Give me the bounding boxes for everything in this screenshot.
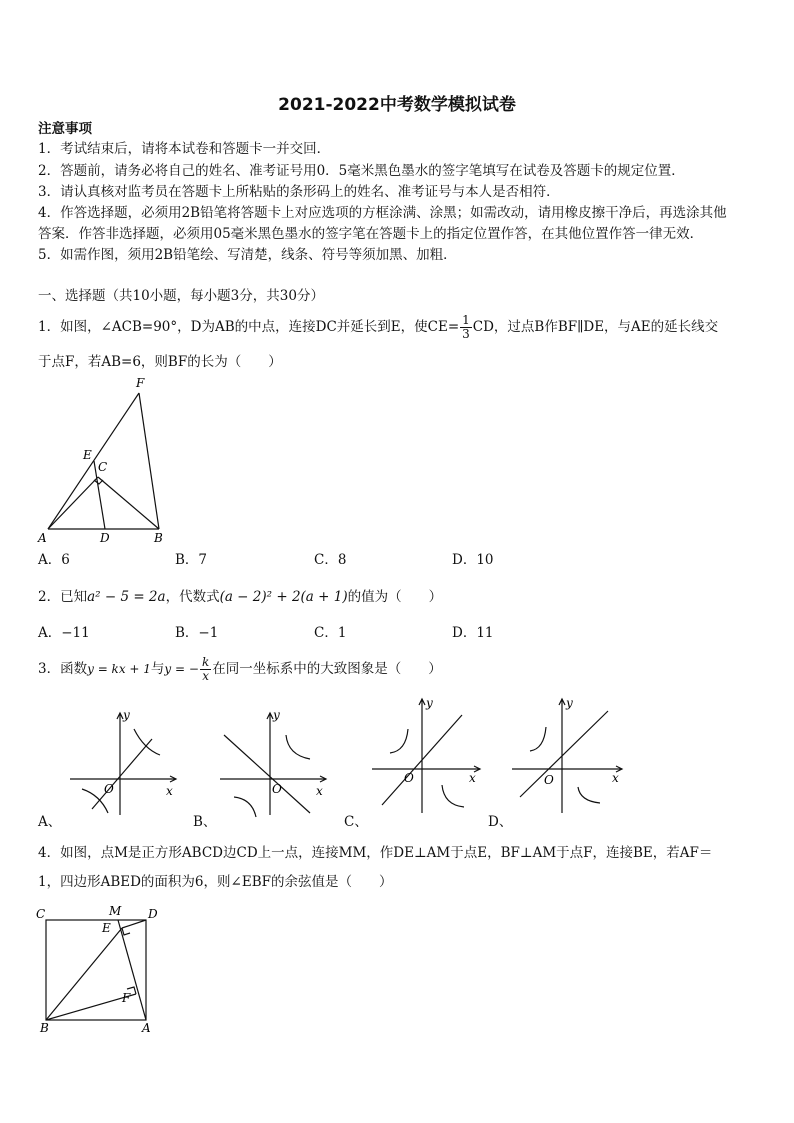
line-de xyxy=(122,920,146,928)
axis-y: y xyxy=(123,708,130,722)
right-angle-mark xyxy=(94,480,103,484)
q1-option-c[interactable]: C．8 xyxy=(314,552,347,568)
label-c: C xyxy=(98,460,108,474)
q1-option-d[interactable]: D．10 xyxy=(452,552,494,568)
label-e: E xyxy=(83,448,92,462)
q3-graph-c[interactable] xyxy=(368,693,488,818)
q3-fraction xyxy=(200,656,211,683)
q1-figure xyxy=(36,374,176,546)
q3-frac-num: k xyxy=(201,655,210,669)
q3-graph-a[interactable] xyxy=(64,705,184,820)
q2-mid: ，代数式 xyxy=(165,589,220,605)
axis-y: y xyxy=(426,696,433,710)
q1-stem-line1 xyxy=(38,314,718,341)
section-heading: 一、选择题（共10小题，每小题3分，共30分） xyxy=(38,288,324,304)
axis-y: y xyxy=(566,696,573,710)
label-m: M xyxy=(109,904,122,918)
q2-stem xyxy=(38,587,442,607)
label-f: F xyxy=(136,376,145,390)
q1-option-b[interactable]: B．7 xyxy=(175,552,208,568)
q1-text-b: CD，过点B作BF∥DE，与AE的延长线交 xyxy=(472,319,719,335)
q2-prefix: 2．已知 xyxy=(38,589,88,605)
note-item: 3．请认真核对监考员在答题卡上所粘贴的条形码上的姓名、准考证号与本人是否相符． xyxy=(38,184,560,200)
line-ac xyxy=(48,477,98,529)
axis-x: x xyxy=(166,784,173,798)
origin-label: O xyxy=(544,773,554,787)
right-angle-e xyxy=(122,928,130,935)
label-b: B xyxy=(154,531,163,545)
label-f: F xyxy=(122,991,131,1005)
q2-option-d[interactable]: D．11 xyxy=(452,625,494,641)
axis-x: x xyxy=(469,771,476,785)
origin-label: O xyxy=(104,782,114,796)
q2-suffix: 的值为（ ） xyxy=(347,589,443,605)
q1-frac-num: 1 xyxy=(462,313,470,327)
q3-option-c[interactable]: C、 xyxy=(344,814,368,830)
q1-stem-line2: 于点F，若AB=6，则BF的长为（ ） xyxy=(38,354,282,370)
q3-option-b[interactable]: B、 xyxy=(193,814,217,830)
q3-mid: 与 xyxy=(150,661,165,677)
note-item: 2．答题前，请务必将自己的姓名、准考证号用0．5毫米黑色墨水的签字笔填写在试卷及答题卡的规定位置． xyxy=(38,163,685,179)
note-item: 4．作答选择题，必须用2B铅笔将答题卡上对应选项的方框涂满、涂黑；如需改动，请用橡皮擦干净后，再选涂其他 xyxy=(38,205,727,221)
q2-option-a[interactable]: A．−11 xyxy=(38,625,90,641)
q3-function-1: y = kx + 1 xyxy=(87,662,151,676)
axis-x: x xyxy=(612,771,619,785)
label-d: D xyxy=(100,531,110,545)
q3-suffix: 在同一坐标系中的大致图象是（ ） xyxy=(212,661,442,677)
label-e: E xyxy=(102,921,111,935)
note-item: 5．如需作图，须用2B铅笔绘、写清楚，线条、符号等须加黑、加粗． xyxy=(38,247,457,263)
q3-graph-d[interactable] xyxy=(508,693,628,818)
page-title: 2021-2022中考数学模拟试卷 xyxy=(278,95,516,115)
origin-label: O xyxy=(404,771,414,785)
label-b: B xyxy=(40,1021,49,1035)
q3-function-2: y = − xyxy=(164,662,199,676)
line-fb xyxy=(139,393,159,529)
q4-figure xyxy=(30,900,170,1036)
origin-label: O xyxy=(272,782,282,796)
q3-prefix: 3．函数 xyxy=(38,661,88,677)
line-af xyxy=(48,393,139,529)
q4-stem-line2: 1，四边形ABED的面积为6，则∠EBF的余弦值是（ ） xyxy=(38,874,393,890)
q1-text-a: 1．如图，∠ACB=90°，D为AB的中点，连接DC并延长到E，使CE= xyxy=(38,319,460,335)
line-am xyxy=(118,920,146,1020)
q3-graph-b[interactable] xyxy=(214,705,334,820)
q2-option-c[interactable]: C．1 xyxy=(314,625,347,641)
axis-y: y xyxy=(273,708,280,722)
note-item: 1．考试结束后，请将本试卷和答题卡一并交回． xyxy=(38,141,331,157)
q3-frac-den: x xyxy=(202,669,209,683)
q1-frac-den: 3 xyxy=(462,327,470,341)
q2-equation: a² − 5 = 2a xyxy=(87,589,166,605)
notes-heading: 注意事项 xyxy=(38,121,92,137)
q3-option-a[interactable]: A、 xyxy=(38,814,62,830)
line-cb xyxy=(98,477,159,529)
q2-expression: (a − 2)² + 2(a + 1) xyxy=(219,589,348,605)
q3-stem xyxy=(38,656,442,683)
q4-stem-line1: 4．如图，点M是正方形ABCD边CD上一点，连接MM，作DE⊥AM于点E，BF⊥AM于点F，连接BE，若AF＝ xyxy=(38,845,713,861)
q1-option-a[interactable]: A．6 xyxy=(38,552,70,568)
note-item: 答案．作答非选择题，必须用05毫米黑色墨水的签字笔在答题卡上的指定位置作答，在其他位置作答一律无效． xyxy=(38,226,704,242)
label-c: C xyxy=(36,907,46,921)
q3-option-d[interactable]: D、 xyxy=(488,814,513,830)
label-a: A xyxy=(38,531,47,545)
q1-fraction xyxy=(460,314,472,341)
label-a: A xyxy=(142,1021,151,1035)
q2-option-b[interactable]: B．−1 xyxy=(175,625,219,641)
axis-x: x xyxy=(316,784,323,798)
line-be xyxy=(46,928,122,1020)
label-d: D xyxy=(148,907,158,921)
